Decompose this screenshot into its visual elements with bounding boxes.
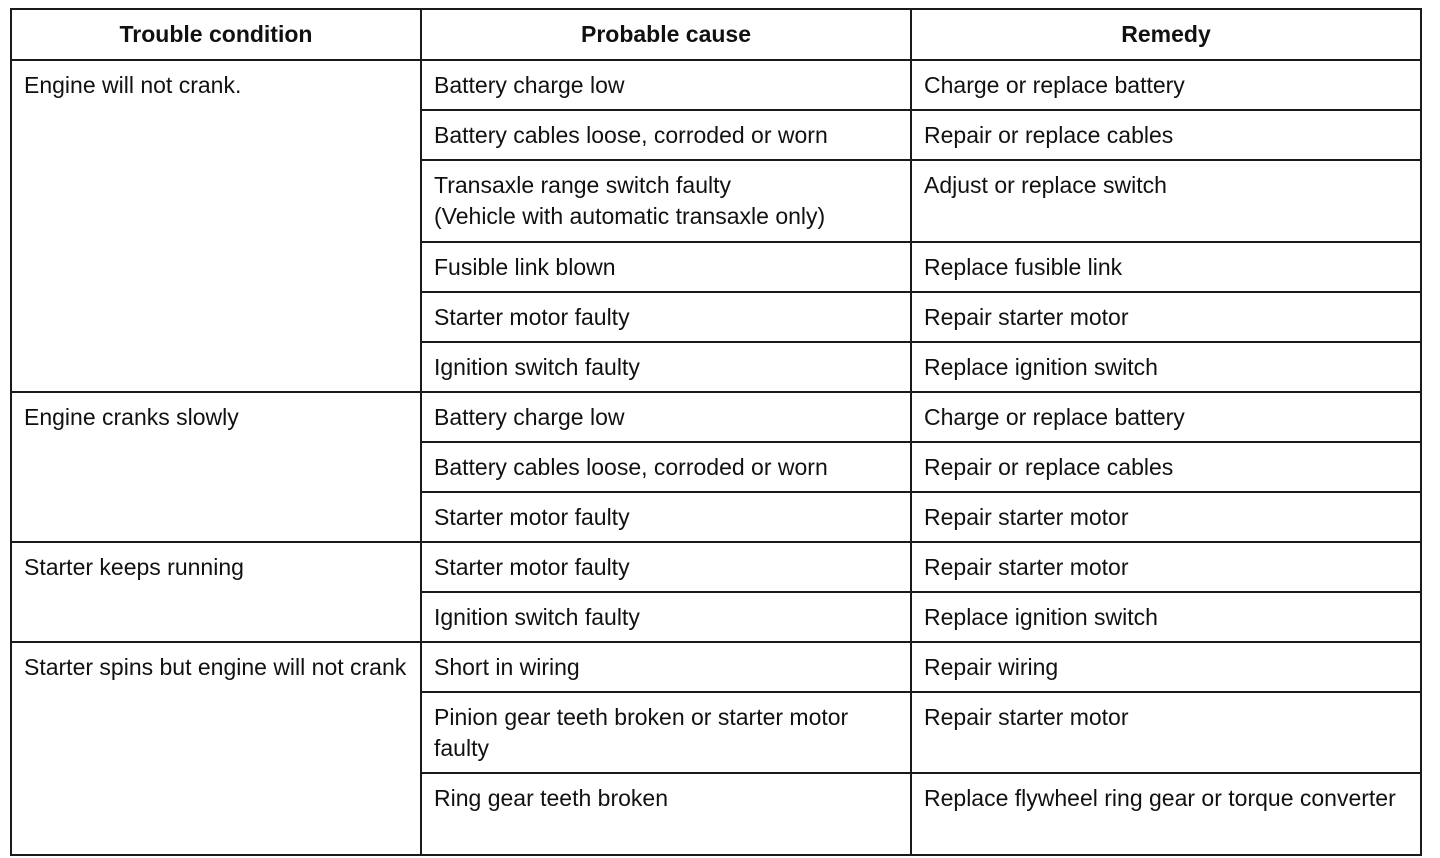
- trouble-condition-cell: Engine will not crank.: [11, 60, 421, 392]
- probable-cause-cell: Ignition switch faulty: [421, 592, 911, 642]
- remedy-cell: Adjust or replace switch: [911, 160, 1421, 242]
- remedy-cell: Replace ignition switch: [911, 342, 1421, 392]
- remedy-cell: Repair starter motor: [911, 542, 1421, 592]
- table-row: [11, 642, 1421, 692]
- header-trouble-condition: Trouble condition: [11, 9, 421, 60]
- header-remedy: Remedy: [911, 9, 1421, 60]
- remedy-cell: Repair or replace cables: [911, 110, 1421, 160]
- remedy-cell: Repair starter motor: [911, 492, 1421, 542]
- trouble-condition-cell: Starter spins but engine will not crank: [11, 642, 421, 855]
- probable-cause-cell: Fusible link blown: [421, 242, 911, 292]
- table-body: [11, 60, 1421, 855]
- probable-cause-cell: Ignition switch faulty: [421, 342, 911, 392]
- probable-cause-cell: Battery cables loose, corroded or worn: [421, 442, 911, 492]
- remedy-cell: Repair starter motor: [911, 692, 1421, 773]
- remedy-cell: Replace flywheel ring gear or torque converter: [911, 773, 1421, 855]
- probable-cause-cell: Starter motor faulty: [421, 292, 911, 342]
- trouble-condition-cell: Starter keeps running: [11, 542, 421, 642]
- probable-cause-cell: Pinion gear teeth broken or starter motor faulty: [421, 692, 911, 773]
- remedy-cell: Charge or replace battery: [911, 60, 1421, 110]
- probable-cause-cell: Ring gear teeth broken: [421, 773, 911, 855]
- remedy-cell: Replace ignition switch: [911, 592, 1421, 642]
- table-header: [11, 9, 1421, 60]
- probable-cause-cell: Short in wiring: [421, 642, 911, 692]
- probable-cause-cell: Battery charge low: [421, 60, 911, 110]
- troubleshooting-table: [10, 8, 1422, 856]
- remedy-cell: Repair wiring: [911, 642, 1421, 692]
- remedy-cell: Replace fusible link: [911, 242, 1421, 292]
- probable-cause-cell: Starter motor faulty: [421, 542, 911, 592]
- table-row: [11, 60, 1421, 110]
- probable-cause-cell: Transaxle range switch faulty (Vehicle with automatic transaxle only): [421, 160, 911, 242]
- probable-cause-cell: Battery cables loose, corroded or worn: [421, 110, 911, 160]
- table-row: [11, 392, 1421, 442]
- probable-cause-cell: Starter motor faulty: [421, 492, 911, 542]
- remedy-cell: Charge or replace battery: [911, 392, 1421, 442]
- remedy-cell: Repair or replace cables: [911, 442, 1421, 492]
- probable-cause-cell: Battery charge low: [421, 392, 911, 442]
- table-row: [11, 542, 1421, 592]
- header-probable-cause: Probable cause: [421, 9, 911, 60]
- header-row: [11, 9, 1421, 60]
- trouble-condition-cell: Engine cranks slowly: [11, 392, 421, 542]
- remedy-cell: Repair starter motor: [911, 292, 1421, 342]
